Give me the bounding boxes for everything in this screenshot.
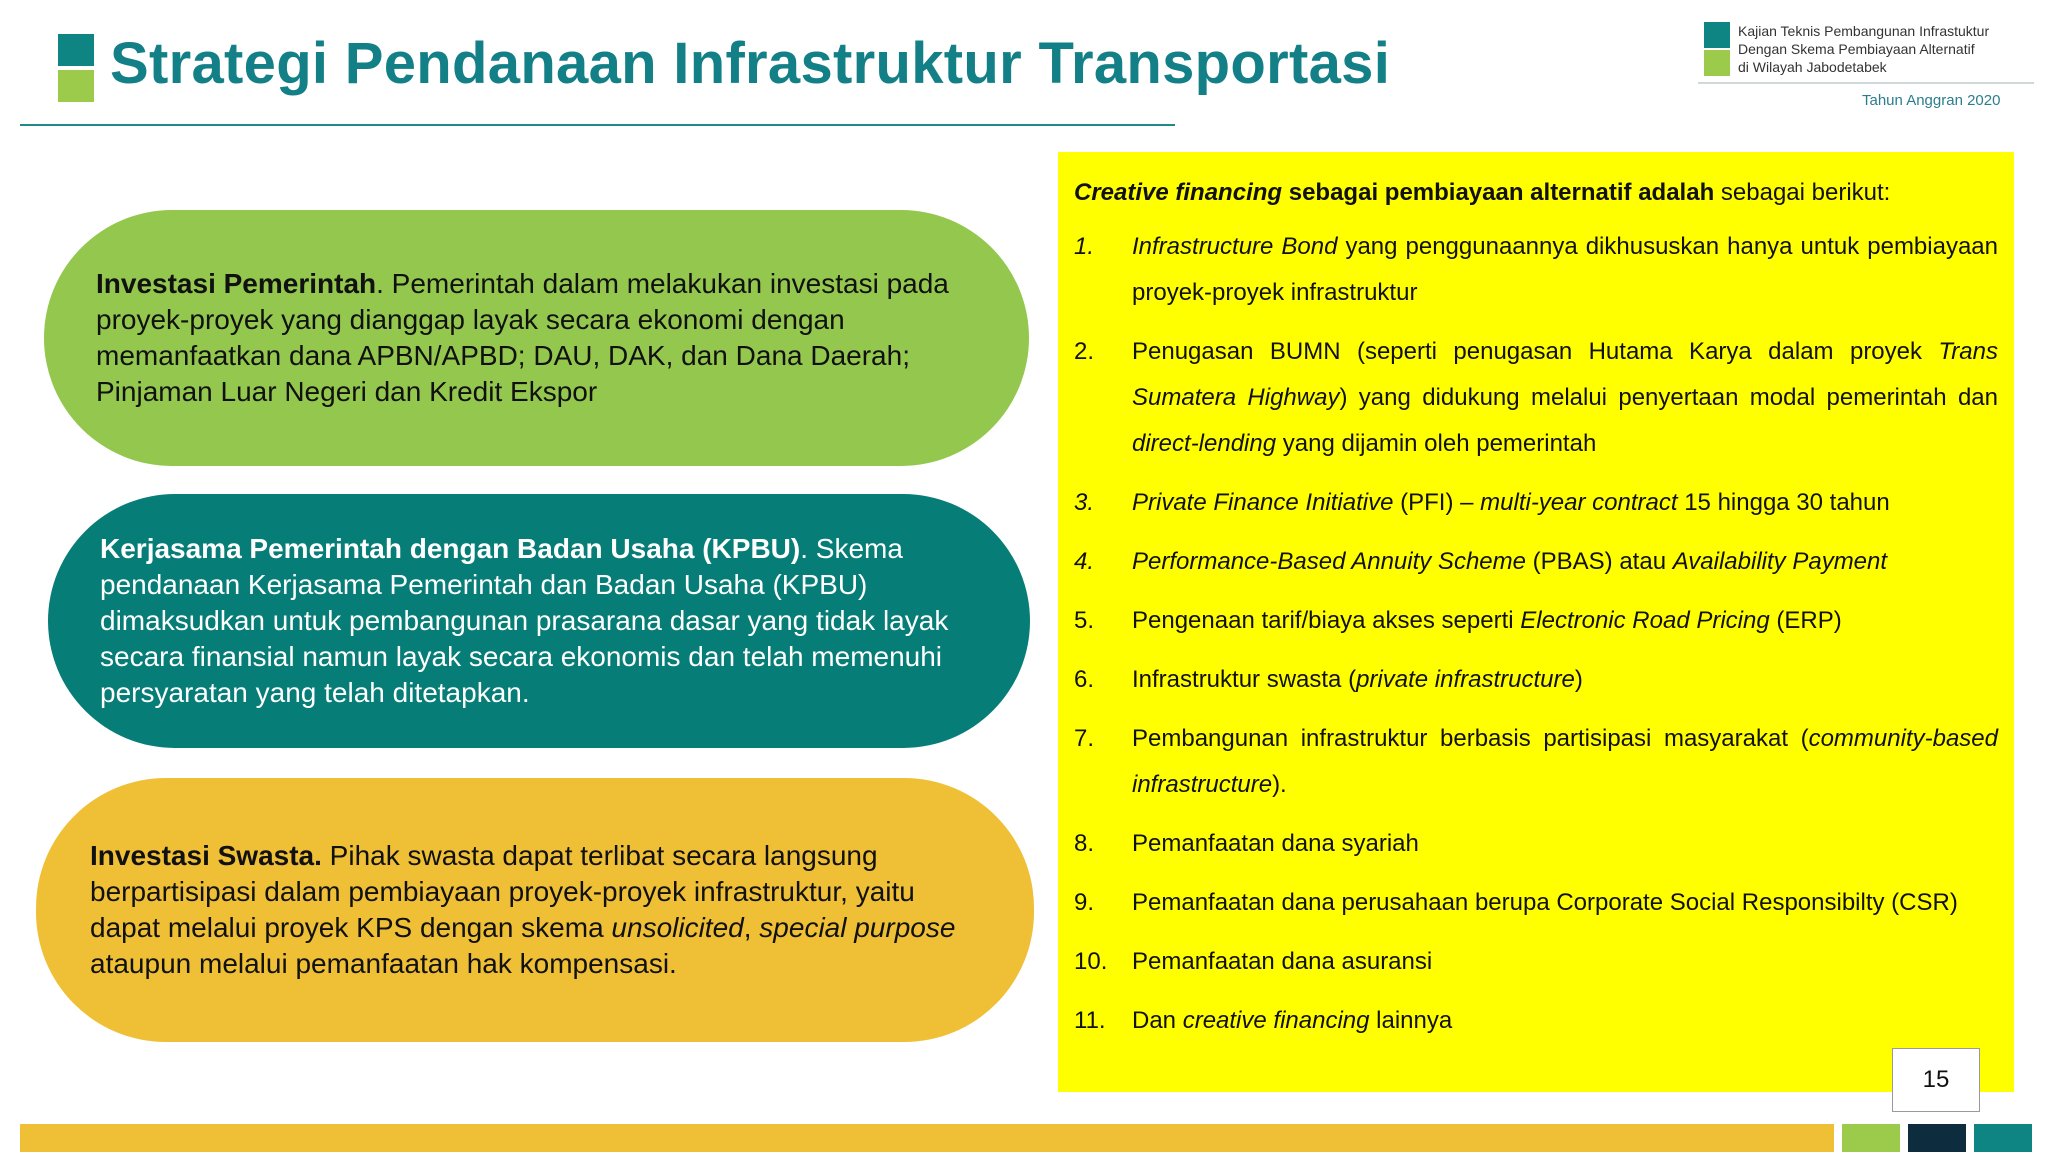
list-item-number: 5. — [1074, 607, 1095, 634]
list-item-number: 9. — [1074, 889, 1095, 916]
creative-financing-box — [1058, 152, 2014, 1092]
list-item-number: 2. — [1074, 338, 1095, 365]
creative-financing-intro — [1074, 176, 1998, 210]
project-logo-square-green — [1704, 50, 1730, 76]
private-investment-text — [90, 838, 974, 982]
list-item — [1074, 716, 1998, 808]
government-investment-pill — [44, 210, 1029, 466]
list-item-text-run: yang penggunaannya dikhususkan hanya untuk pembiayaan proyek-proyek infrastruktur — [1132, 233, 1999, 306]
creative-financing-term: Creative financing — [1074, 179, 1283, 206]
list-item-text — [1132, 598, 1998, 644]
list-item-number: 4. — [1074, 548, 1095, 575]
list-item-text — [1132, 880, 1998, 926]
list-item-text-run: Pemanfaatan dana perusahaan berupa Corporate Social Responsibilty (CSR) — [1132, 889, 1958, 916]
list-item-text-run: ) yang didukung melalui penyertaan modal pemerintah dan — [1339, 384, 1998, 411]
government-investment-body: . Pemerintah dalam melakukan investasi pada proyek-proyek yang dianggap layak secara ekonomi dengan memanfaatkan dana APBN/APBD; DAU, DAK, dan Dana Daerah; Pinjaman Luar Negeri dan Kredit Ekspor — [96, 268, 949, 407]
list-item-text — [1132, 329, 1998, 467]
list-item-text — [1132, 998, 1998, 1044]
list-item-text — [1132, 657, 1998, 703]
kpbu-text — [100, 531, 970, 711]
list-item — [1074, 329, 1998, 467]
project-title-line: Dengan Skema Pembiayaan Alternatif — [1738, 41, 1975, 57]
private-investment-pill — [36, 778, 1034, 1042]
list-item — [1074, 480, 1998, 526]
list-item-italic-term: multi-year contract — [1480, 489, 1678, 516]
list-item-text-run: Pemanfaatan dana asuransi — [1132, 948, 1433, 975]
list-item-number: 1. — [1074, 233, 1095, 260]
footer-square-green — [1842, 1124, 1900, 1152]
list-item — [1074, 821, 1998, 867]
list-item-text-run: Penugasan BUMN (seperti penugasan Hutama Karya dalam proyek — [1132, 338, 1939, 365]
list-item-text — [1132, 821, 1998, 867]
list-item-number: 7. — [1074, 725, 1095, 752]
list-item-italic-term: direct-lending — [1132, 430, 1277, 457]
list-item-italic-term: Availability Payment — [1672, 548, 1888, 575]
list-item-italic-term: Performance-Based Annuity Scheme — [1132, 548, 1526, 575]
list-item-italic-term: creative financing — [1182, 1007, 1370, 1034]
list-item-italic-term: Private Finance Initiative — [1132, 489, 1394, 516]
page-number: 15 — [1892, 1048, 1980, 1112]
list-item-text-run: Infrastruktur swasta ( — [1132, 666, 1357, 693]
list-item-text-run: lainnya — [1369, 1007, 1453, 1034]
year-label: Tahun Anggran 2020 — [1862, 92, 2001, 109]
project-title — [1738, 22, 1989, 76]
list-item-text — [1132, 539, 1998, 585]
list-item — [1074, 939, 1998, 985]
private-investment-separator: , — [743, 912, 760, 943]
creative-financing-intro-rest: sebagai berikut: — [1714, 179, 1891, 206]
list-item — [1074, 224, 1998, 316]
list-item-number: 6. — [1074, 666, 1095, 693]
list-item-text-run: (PFI) – — [1393, 489, 1481, 516]
list-item-italic-term: private infrastructure — [1356, 666, 1575, 693]
footer-square-teal — [1974, 1124, 2032, 1152]
list-item — [1074, 539, 1998, 585]
list-item-text-run: Dan — [1132, 1007, 1183, 1034]
list-item-italic-term: Trans Sumatera Highway — [1132, 338, 1998, 411]
list-item-text — [1132, 716, 1998, 808]
project-logo-square-teal — [1704, 22, 1730, 48]
list-item-text-run: Pengenaan tarif/biaya akses seperti — [1132, 607, 1521, 634]
list-item-text-run: Pemanfaatan dana syariah — [1132, 830, 1419, 857]
private-investment-heading: Investasi Swasta. — [90, 840, 322, 871]
list-item-text-run: (ERP) — [1769, 607, 1842, 634]
list-item-text-run: 15 hingga 30 tahun — [1677, 489, 1890, 516]
footer-bar — [20, 1124, 1834, 1152]
list-item-number: 11. — [1074, 1007, 1106, 1034]
kpbu-body: . Skema pendanaan Kerjasama Pemerintah dan Badan Usaha (KPBU) dimaksudkan untuk pembangunan prasarana dasar yang tidak layak secara finansial namun layak secara ekonomis dan telah memenuhi persyaratan yang telah ditetapkan. — [100, 533, 949, 708]
list-item — [1074, 598, 1998, 644]
project-divider — [1698, 82, 2034, 84]
list-item-number: 3. — [1074, 489, 1095, 516]
list-item-text — [1132, 480, 1998, 526]
logo-square-green — [58, 70, 94, 102]
private-investment-term: special purpose — [759, 912, 956, 943]
page-title: Strategi Pendanaan Infrastruktur Transportasi — [110, 31, 1391, 96]
list-item-italic-term: Electronic Road Pricing — [1520, 607, 1770, 634]
project-title-line: di Wilayah Jabodetabek — [1738, 59, 1887, 75]
list-item — [1074, 880, 1998, 926]
private-investment-body: Pihak swasta dapat terlibat secara langsung berpartisipasi dalam pembiayaan proyek-proyek infrastruktur, yaitu dapat melalui proyek KPS dengan skema — [90, 840, 915, 943]
government-investment-text — [96, 266, 969, 410]
list-item — [1074, 657, 1998, 703]
list-item-text-run: yang dijamin oleh pemerintah — [1276, 430, 1597, 457]
list-item — [1074, 998, 1998, 1044]
list-item-italic-term: community-based infrastructure — [1132, 725, 1998, 798]
private-investment-body-end: ataupun melalui pemanfaatan hak kompensasi. — [90, 948, 677, 979]
list-item-number: 10. — [1074, 948, 1108, 975]
creative-financing-intro-bold: sebagai pembiayaan alternatif adalah — [1282, 179, 1715, 206]
list-item-text — [1132, 224, 1998, 316]
list-item-text-run: ). — [1272, 771, 1287, 798]
list-item-text — [1132, 939, 1998, 985]
list-item-text-run: ) — [1574, 666, 1583, 693]
list-item-text-run: (PBAS) atau — [1525, 548, 1673, 575]
kpbu-heading: Kerjasama Pemerintah dengan Badan Usaha (KPBU) — [100, 533, 801, 564]
kpbu-pill — [48, 494, 1030, 748]
logo-square-teal — [58, 34, 94, 66]
list-item-text-run: Pembangunan infrastruktur berbasis partisipasi masyarakat ( — [1132, 725, 1809, 752]
list-item-italic-term: Infrastructure Bond — [1132, 233, 1338, 260]
creative-financing-list — [1074, 224, 1998, 1044]
private-investment-term: unsolicited — [611, 912, 744, 943]
title-divider — [20, 124, 1175, 126]
footer-square-navy — [1908, 1124, 1966, 1152]
government-investment-heading: Investasi Pemerintah — [96, 268, 377, 299]
project-title-line: Kajian Teknis Pembangunan Infrastuktur — [1738, 23, 1990, 39]
list-item-number: 8. — [1074, 830, 1095, 857]
